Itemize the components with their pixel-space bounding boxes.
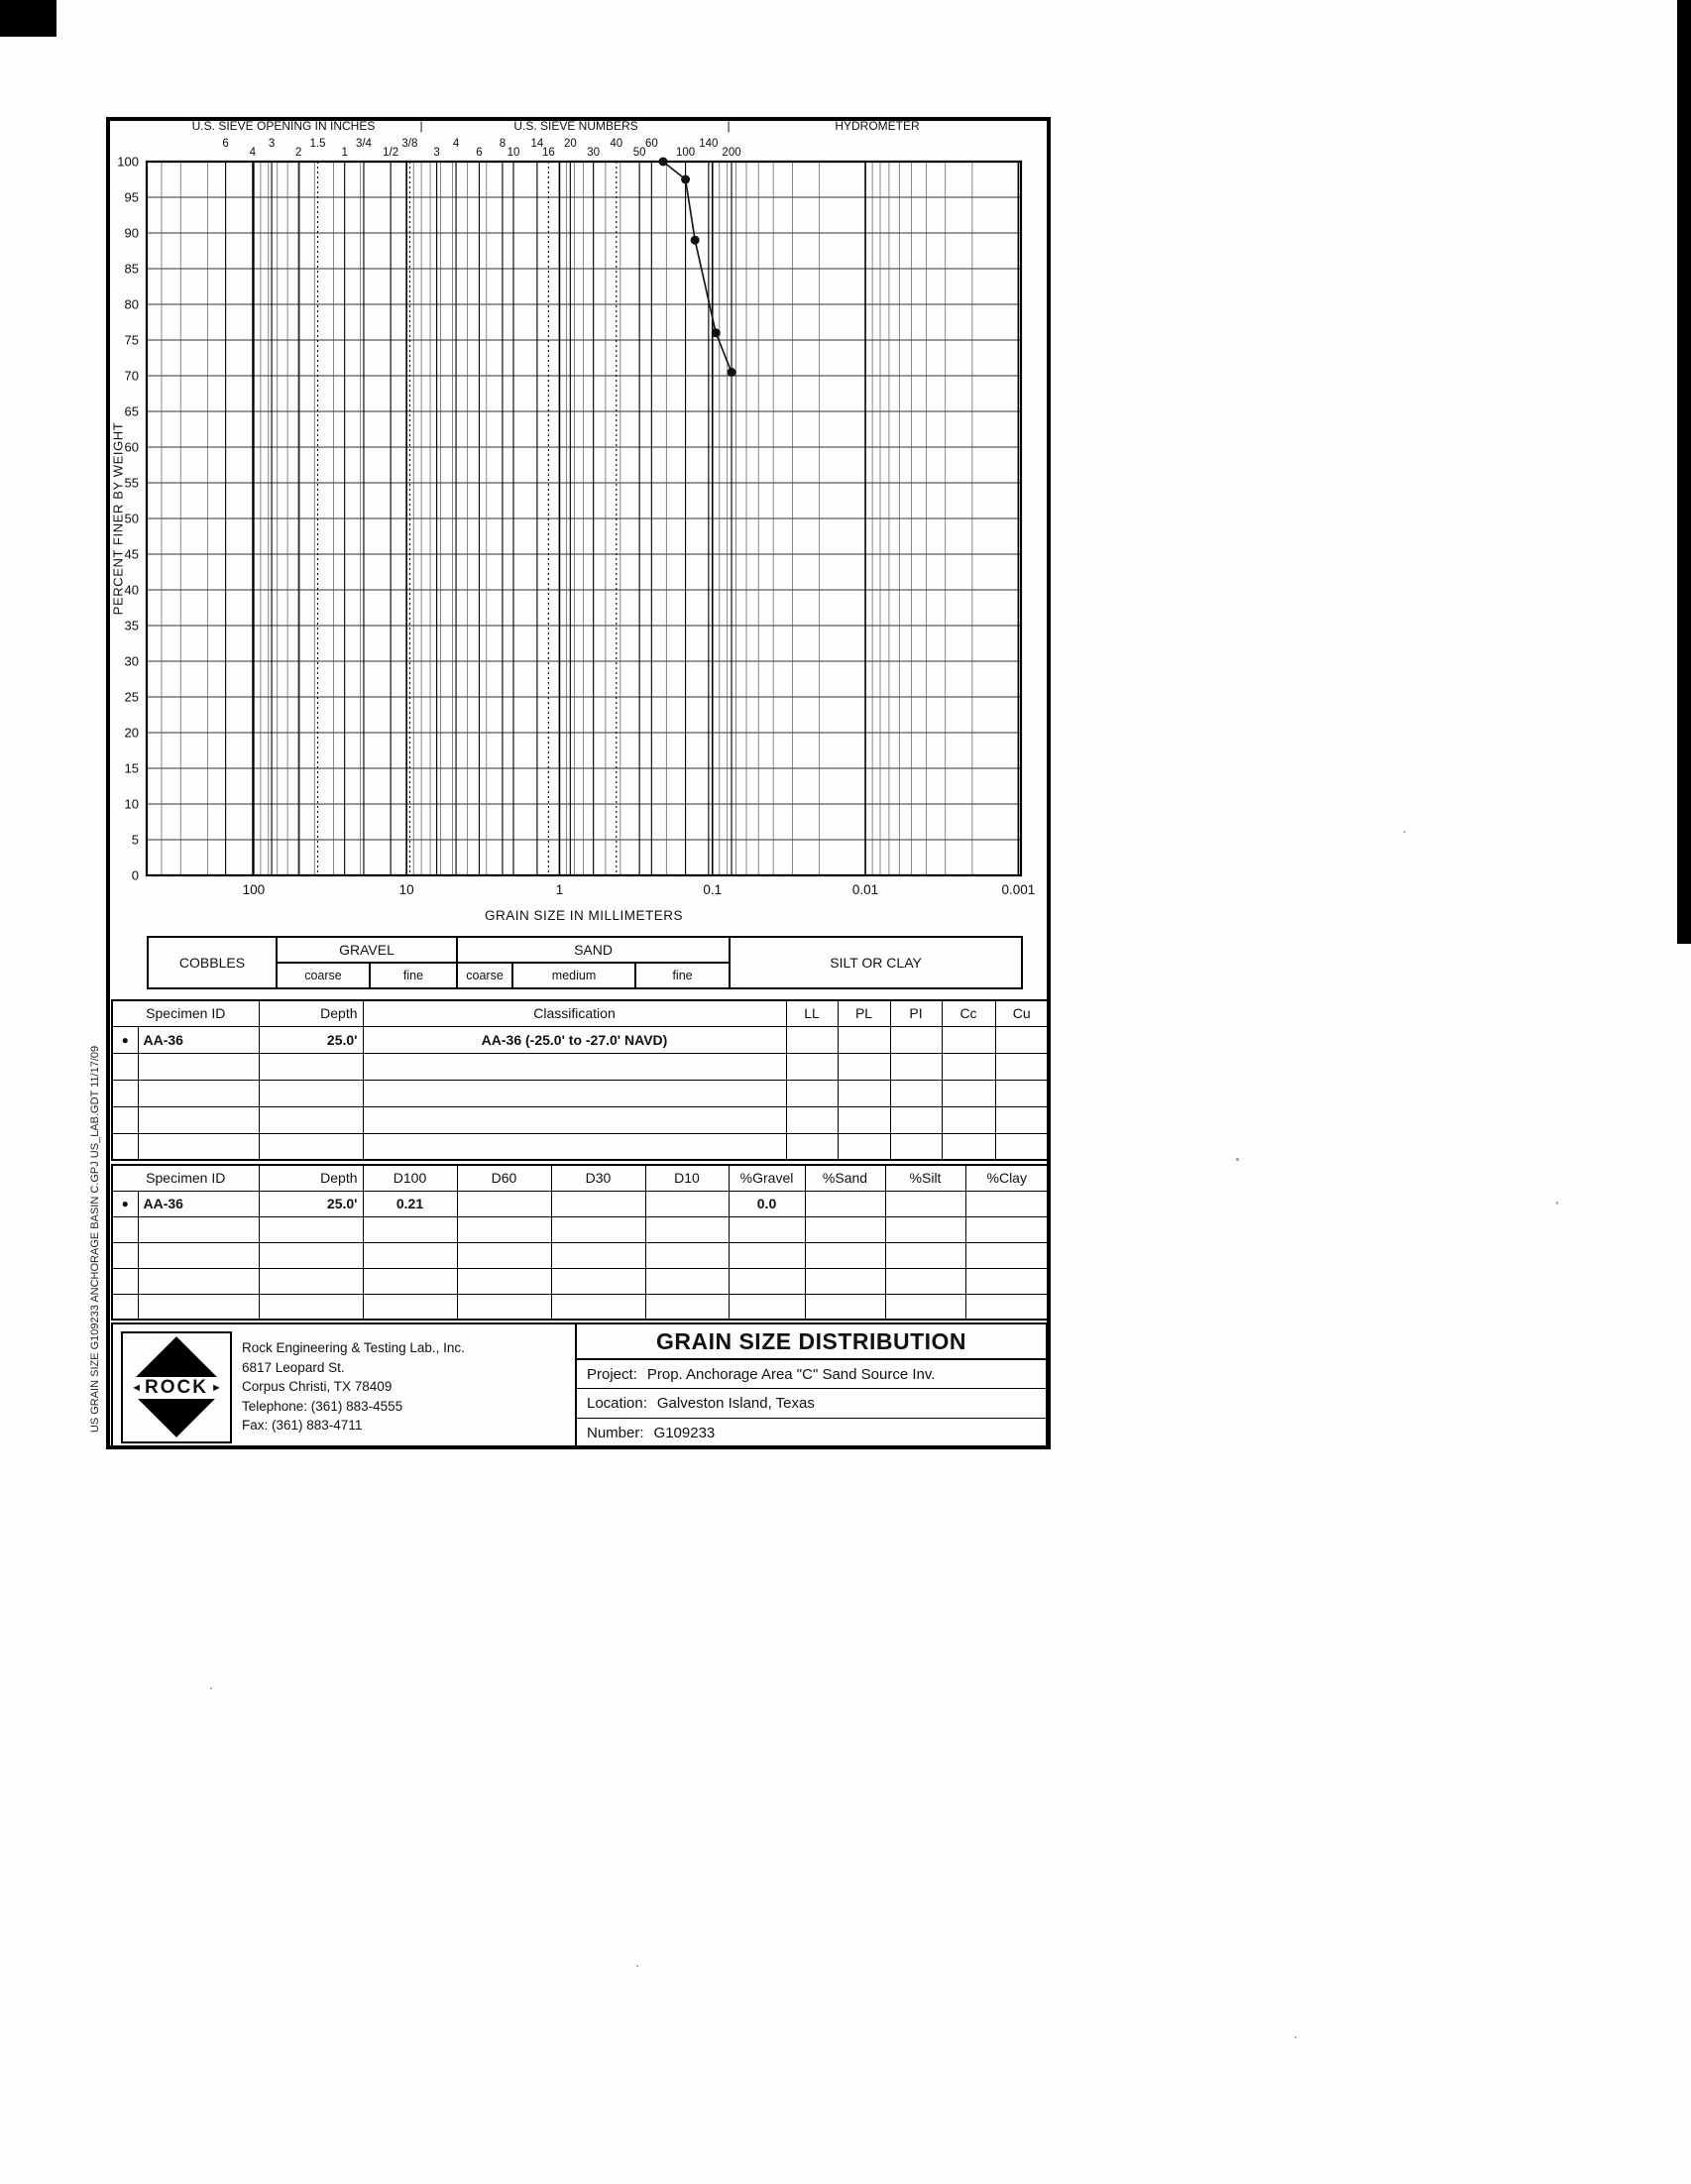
- table-cell: [551, 1268, 645, 1294]
- table-header-row: [112, 1000, 1049, 1026]
- table-cell: [457, 1242, 551, 1268]
- table-cell: [138, 1242, 259, 1268]
- sieve-label: 4: [249, 147, 256, 159]
- rock-logo-text: ROCK: [145, 1377, 208, 1398]
- company-info: [242, 1338, 465, 1436]
- y-tick-label: 40: [124, 582, 139, 598]
- table-cell: [363, 1053, 786, 1080]
- column-header: PI: [890, 1000, 942, 1026]
- sieve-label: 30: [587, 147, 601, 159]
- table-cell: [805, 1191, 885, 1216]
- sieve-label: 3/8: [401, 138, 418, 150]
- table-cell: [965, 1191, 1049, 1216]
- column-header: Specimen ID: [112, 1000, 259, 1026]
- specimen-symbol: [112, 1294, 138, 1320]
- table-row: [112, 1268, 1049, 1294]
- table-cell: [259, 1242, 363, 1268]
- sieve-label: 4: [452, 138, 460, 150]
- table-row: [112, 1242, 1049, 1268]
- table-cell: [838, 1133, 890, 1160]
- table-cell: 0.0: [729, 1191, 805, 1216]
- table-cell: [786, 1026, 838, 1053]
- y-tick-label: 35: [124, 618, 139, 633]
- table-cell: [729, 1294, 805, 1320]
- x-axis-title: GRAIN SIZE IN MILLIMETERS: [484, 908, 684, 923]
- scan-speck: [210, 1687, 212, 1689]
- sieve-label: 3: [268, 138, 276, 150]
- table-cell: [259, 1216, 363, 1242]
- sieve-label: 8: [499, 138, 507, 150]
- specimen-symbol: [112, 1053, 138, 1080]
- location-value: Galveston Island, Texas: [656, 1395, 815, 1413]
- column-header: %Silt: [885, 1165, 965, 1191]
- scan-speck: [1556, 1202, 1558, 1205]
- project-row: [577, 1360, 1046, 1389]
- rock-logo-band: [125, 1377, 228, 1399]
- classification-table: [111, 999, 1050, 1161]
- table-cell: [786, 1053, 838, 1080]
- table-row: [112, 1133, 1049, 1160]
- band-sand-medium: medium: [512, 963, 635, 988]
- table-cell: [363, 1216, 457, 1242]
- table-cell: AA-36: [138, 1191, 259, 1216]
- scan-artifact-edge-strip: [1677, 0, 1691, 944]
- sieve-label: 10: [507, 147, 520, 159]
- table-cell: [885, 1242, 965, 1268]
- table-cell: [890, 1080, 942, 1106]
- sieve-label: 1.5: [309, 138, 326, 150]
- y-tick-label: 60: [124, 439, 139, 455]
- table-row: [112, 1106, 1049, 1133]
- table-cell: [363, 1242, 457, 1268]
- file-info-sidebar-text: US GRAIN SIZE G109233 ANCHORAGE BASIN C.GPJ US_LAB.GDT 11/17/09: [89, 1045, 101, 1434]
- table-cell: [363, 1106, 786, 1133]
- y-tick-label: 70: [124, 368, 139, 384]
- x-tick-label: 0.1: [703, 882, 723, 897]
- table-cell: [363, 1133, 786, 1160]
- size-fraction-bands: [147, 936, 1023, 989]
- number-value: G109233: [653, 1424, 716, 1441]
- table-cell: [995, 1053, 1049, 1080]
- y-tick-label: 65: [124, 403, 139, 419]
- table-row: [112, 1053, 1049, 1080]
- table-cell: [890, 1106, 942, 1133]
- project-value: Prop. Anchorage Area "C" Sand Source Inv.: [646, 1365, 936, 1383]
- table-cell: [645, 1294, 729, 1320]
- top-axis-separator: |: [727, 119, 731, 133]
- table-row: [112, 1191, 1049, 1216]
- sieve-label: 200: [722, 147, 741, 159]
- y-tick-label: 20: [124, 725, 139, 741]
- sieve-label: 6: [222, 138, 229, 150]
- column-header: LL: [786, 1000, 838, 1026]
- band-sand: SAND: [457, 937, 730, 963]
- y-tick-label: 85: [124, 261, 139, 277]
- table-cell: [838, 1026, 890, 1053]
- specimen-symbol: [112, 1216, 138, 1242]
- sieve-label: 50: [632, 147, 646, 159]
- table-cell: [138, 1294, 259, 1320]
- sieve-label: 140: [699, 138, 719, 150]
- table-cell: [805, 1242, 885, 1268]
- table-cell: [965, 1294, 1049, 1320]
- table-cell: 25.0': [259, 1026, 363, 1053]
- table-cell: [645, 1242, 729, 1268]
- sieve-label: 60: [644, 138, 658, 150]
- table-cell: [645, 1216, 729, 1242]
- column-header: %Sand: [805, 1165, 885, 1191]
- table-cell: [942, 1053, 995, 1080]
- table-cell: [805, 1268, 885, 1294]
- company-info-line: 6817 Leopard St.: [242, 1359, 345, 1375]
- location-label: Location:: [587, 1395, 647, 1413]
- x-tick-label: 0.01: [851, 882, 879, 897]
- y-tick-label: 80: [124, 296, 139, 312]
- table-cell: [995, 1106, 1049, 1133]
- table-row: [112, 1026, 1049, 1053]
- specimen-symbol: ●: [112, 1026, 138, 1053]
- table-cell: [885, 1191, 965, 1216]
- column-header: Specimen ID: [112, 1165, 259, 1191]
- sieve-label: 3/4: [355, 138, 372, 150]
- y-axis-title: PERCENT FINER BY WEIGHT: [110, 421, 126, 616]
- specimen-symbol: [112, 1106, 138, 1133]
- report-title: GRAIN SIZE DISTRIBUTION: [577, 1324, 1046, 1360]
- table-cell: [259, 1053, 363, 1080]
- specimen-symbol: [112, 1133, 138, 1160]
- column-header: %Clay: [965, 1165, 1049, 1191]
- table-cell: [551, 1216, 645, 1242]
- company-info-line: Rock Engineering & Testing Lab., Inc.: [242, 1340, 465, 1355]
- table-cell: [457, 1268, 551, 1294]
- sieve-label: 3: [433, 147, 440, 159]
- table-cell: [805, 1294, 885, 1320]
- specimen-symbol: ●: [112, 1191, 138, 1216]
- column-header: D30: [551, 1165, 645, 1191]
- title-block: [111, 1322, 1048, 1449]
- y-tick-label: 25: [124, 689, 139, 705]
- table-cell: [457, 1294, 551, 1320]
- band-cobbles: COBBLES: [148, 937, 277, 988]
- table-cell: 0.21: [363, 1191, 457, 1216]
- table-cell: [645, 1191, 729, 1216]
- column-header: Cu: [995, 1000, 1049, 1026]
- x-tick-label: 100: [242, 882, 266, 897]
- company-info-line: Telephone: (361) 883-4555: [242, 1398, 403, 1414]
- column-header: Cc: [942, 1000, 995, 1026]
- table-cell: AA-36 (-25.0' to -27.0' NAVD): [363, 1026, 786, 1053]
- y-tick-label: 100: [117, 154, 139, 170]
- number-label: Number:: [587, 1424, 644, 1441]
- table-cell: [890, 1026, 942, 1053]
- table-cell: [890, 1053, 942, 1080]
- sieve-label: 20: [563, 138, 577, 150]
- band-gravel: GRAVEL: [277, 937, 457, 963]
- table-cell: [138, 1133, 259, 1160]
- column-header: D60: [457, 1165, 551, 1191]
- rock-logo-left-arrow: ◄: [131, 1381, 143, 1394]
- specimen-symbol: [112, 1242, 138, 1268]
- x-tick-label: 0.001: [1001, 882, 1036, 897]
- table-cell: AA-36: [138, 1026, 259, 1053]
- rock-logo: [121, 1331, 232, 1443]
- sieve-label: 6: [476, 147, 483, 159]
- band-sand-fine: fine: [635, 963, 730, 988]
- y-tick-label: 15: [124, 760, 139, 776]
- table-cell: [259, 1294, 363, 1320]
- band-silt-or-clay: SILT OR CLAY: [730, 937, 1022, 988]
- table-cell: [138, 1106, 259, 1133]
- y-tick-label: 10: [124, 796, 139, 812]
- y-tick-label: 95: [124, 189, 139, 205]
- number-row: [577, 1419, 1046, 1447]
- project-label: Project:: [587, 1365, 637, 1383]
- table-cell: [729, 1242, 805, 1268]
- top-axis-hydrometer-title: HYDROMETER: [835, 119, 920, 133]
- table-row: [112, 1216, 1049, 1242]
- table-cell: [457, 1216, 551, 1242]
- table-cell: [942, 1080, 995, 1106]
- sieve-label: 2: [295, 147, 302, 159]
- company-panel: [113, 1324, 577, 1447]
- table-cell: [457, 1191, 551, 1216]
- table-cell: [942, 1026, 995, 1053]
- table-cell: [729, 1216, 805, 1242]
- table-cell: [995, 1080, 1049, 1106]
- table-cell: [363, 1268, 457, 1294]
- location-row: [577, 1389, 1046, 1418]
- table-cell: [885, 1294, 965, 1320]
- top-axis-sieve-inches-title: U.S. SIEVE OPENING IN INCHES: [191, 119, 376, 133]
- report-title-panel: [577, 1324, 1046, 1447]
- column-header: Classification: [363, 1000, 786, 1026]
- sieve-label: 1/2: [383, 147, 399, 159]
- top-axis-sieve-numbers-title: U.S. SIEVE NUMBERS: [513, 119, 638, 133]
- column-header: Depth: [259, 1165, 363, 1191]
- x-tick-label: 10: [398, 882, 414, 897]
- scan-speck: [1295, 2036, 1296, 2038]
- table-cell: [259, 1080, 363, 1106]
- sieve-label: 100: [675, 147, 696, 159]
- table-cell: [729, 1268, 805, 1294]
- scan-speck: [1236, 1158, 1239, 1161]
- specimen-symbol: [112, 1268, 138, 1294]
- table-cell: [259, 1133, 363, 1160]
- y-tick-label: 75: [124, 332, 139, 348]
- table-cell: [363, 1080, 786, 1106]
- specimen-symbol: [112, 1080, 138, 1106]
- table-cell: [885, 1268, 965, 1294]
- sieve-label: 1: [341, 147, 348, 159]
- table-cell: [138, 1053, 259, 1080]
- table-cell: [838, 1106, 890, 1133]
- column-header: D10: [645, 1165, 729, 1191]
- table-cell: [551, 1191, 645, 1216]
- band-gravel-fine: fine: [370, 963, 457, 988]
- table-cell: [259, 1106, 363, 1133]
- scan-artifact-corner: [0, 0, 56, 37]
- table-cell: [965, 1242, 1049, 1268]
- sieve-label: 16: [541, 147, 555, 159]
- table-row: [112, 1080, 1049, 1106]
- table-cell: [138, 1268, 259, 1294]
- band-gravel-coarse: coarse: [277, 963, 370, 988]
- table-cell: [138, 1216, 259, 1242]
- band-sand-coarse: coarse: [457, 963, 512, 988]
- y-tick-label: 45: [124, 546, 139, 562]
- table-cell: [551, 1242, 645, 1268]
- table-cell: [838, 1053, 890, 1080]
- company-info-line: Corpus Christi, TX 78409: [242, 1379, 393, 1394]
- y-tick-label: 30: [124, 653, 139, 669]
- y-tick-label: 55: [124, 475, 139, 491]
- column-header: Depth: [259, 1000, 363, 1026]
- y-tick-label: 0: [131, 867, 139, 883]
- y-tick-label: 5: [131, 832, 139, 848]
- table-cell: [942, 1106, 995, 1133]
- top-axis-separator: |: [419, 119, 423, 133]
- company-info-line: Fax: (361) 883-4711: [242, 1418, 363, 1433]
- table-cell: 25.0': [259, 1191, 363, 1216]
- table-cell: [645, 1268, 729, 1294]
- table-cell: [259, 1268, 363, 1294]
- table-cell: [551, 1294, 645, 1320]
- table-cell: [138, 1080, 259, 1106]
- sieve-label: 40: [610, 138, 623, 150]
- table-cell: [995, 1026, 1049, 1053]
- gradation-table: [111, 1164, 1050, 1321]
- table-cell: [363, 1294, 457, 1320]
- table-cell: [965, 1268, 1049, 1294]
- table-cell: [805, 1216, 885, 1242]
- table-cell: [786, 1133, 838, 1160]
- table-cell: [995, 1133, 1049, 1160]
- scan-speck: [636, 1965, 638, 1967]
- y-tick-label: 50: [124, 511, 139, 526]
- column-header: PL: [838, 1000, 890, 1026]
- scan-speck: [1404, 831, 1406, 833]
- table-header-row: [112, 1165, 1049, 1191]
- table-cell: [885, 1216, 965, 1242]
- table-cell: [838, 1080, 890, 1106]
- x-tick-label: 1: [555, 882, 564, 897]
- table-cell: [786, 1106, 838, 1133]
- table-cell: [890, 1133, 942, 1160]
- column-header: D100: [363, 1165, 457, 1191]
- rock-logo-right-arrow: ►: [210, 1381, 222, 1394]
- y-tick-label: 90: [124, 225, 139, 241]
- sieve-label: 14: [530, 138, 544, 150]
- table-cell: [942, 1133, 995, 1160]
- table-cell: [965, 1216, 1049, 1242]
- table-row: [112, 1294, 1049, 1320]
- column-header: %Gravel: [729, 1165, 805, 1191]
- table-cell: [786, 1080, 838, 1106]
